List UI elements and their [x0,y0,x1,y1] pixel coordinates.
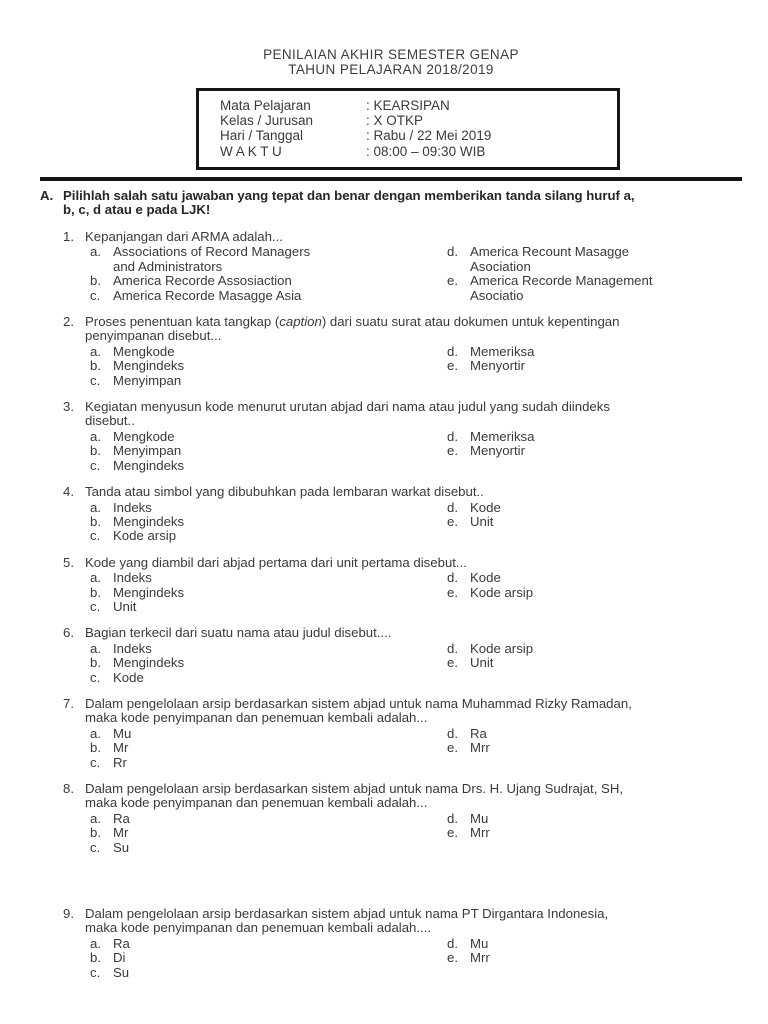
option-text-line: Kode arsip [113,528,177,544]
option-letter: a. [90,725,101,741]
option-letter: e. [447,584,458,600]
option-item [85,812,447,826]
option-text-line: Mengindeks [113,584,185,600]
option-text-line: Indeks [113,640,152,656]
question-item [40,626,742,685]
question-number: 3. [63,399,74,415]
question-text-line: Bagian terkecil dari suatu nama atau judul disebut.... [85,625,392,641]
option-text [470,951,742,965]
option-text [470,642,742,656]
info-value-date: : Rabu / 22 Mei 2019 [366,128,492,144]
question-text [85,315,742,344]
option-item [85,841,447,855]
question-number: 1. [63,229,74,244]
question-body [85,400,742,473]
option-letter: c. [90,598,101,614]
option-text-line: Rr [113,754,127,770]
option-item [447,741,742,755]
option-item [85,671,447,685]
option-letter: e. [447,358,458,374]
question-text-line: penyimpanan disebut... [85,328,222,344]
options-column [447,571,742,614]
option-text-line: Kode arsip [470,584,534,600]
option-text [113,756,447,770]
option-letter: c. [90,964,101,980]
option-text-line: Menyimpan [113,443,182,459]
option-text [470,826,742,840]
option-item [447,937,742,951]
info-row-class [220,113,607,128]
option-letter: e. [447,273,458,289]
question-number: 2. [63,314,74,330]
question-text-line: Kode yang diambil dari abjad pertama dari unit pertama disebut... [85,554,467,570]
options-column [447,812,742,855]
option-item [447,656,742,670]
options-column [447,642,742,685]
options-column [447,727,742,770]
option-text [113,444,447,458]
option-text-line: Mr [113,740,129,756]
option-text-line: Di [113,950,126,966]
option-text-line: Su [113,839,130,855]
options-column [85,245,447,303]
option-letter: e. [447,740,458,756]
option-text [113,586,447,600]
option-letter: d. [447,499,458,515]
option-text [113,812,447,826]
option-text-line: Mrr [470,825,490,841]
option-text [470,586,742,600]
question-options [85,812,742,855]
option-text-line: Mengkode [113,343,175,359]
option-text-line: Kode arsip [470,640,534,656]
question-text [85,485,742,499]
question-options [85,345,742,388]
question-text [85,556,742,570]
option-text-line: Kode [113,669,144,685]
option-text-line: Mengkode [113,428,175,444]
option-text-line: Mengindeks [113,655,185,671]
question-number: 4. [63,484,74,500]
option-text-line: America Recount Masagge [470,244,630,260]
option-letter: c. [90,839,101,855]
option-item [85,741,447,755]
option-text-line: Mu [470,810,489,826]
option-text-line: Kode [470,570,501,586]
option-item [447,571,742,585]
question-text-line: Tanda atau simbol yang dibubuhkan pada lembaran warkat disebut.. [85,484,484,500]
option-text-line: Su [113,964,130,980]
option-item [85,289,447,303]
option-text [113,642,447,656]
option-item [447,812,742,826]
option-letter: b. [90,273,101,289]
question-item [40,697,742,770]
question-text [85,230,742,244]
option-text [470,444,742,458]
option-text-line: Indeks [113,499,152,515]
question-text [85,697,742,726]
option-text-line: Mr [113,825,129,841]
option-text [113,826,447,840]
question-body [85,485,742,544]
options-column [85,345,447,388]
option-item [447,826,742,840]
option-item [85,951,447,965]
option-text [113,966,447,980]
option-text [470,656,742,670]
option-letter: e. [447,655,458,671]
option-item [85,826,447,840]
question-body [85,626,742,685]
option-text [113,289,447,303]
option-letter: a. [90,640,101,656]
question-number: 9. [63,906,74,922]
option-text-line: Mu [113,725,132,741]
options-column [85,571,447,614]
question-number: 6. [63,625,74,641]
question-options [85,501,742,544]
question-text-line: Kegiatan menyusun kode menurut urutan abjad dari nama atau judul yang sudah diindeks [85,399,610,415]
option-text [113,430,447,444]
info-label-time: W A K T U [220,143,282,159]
question-text-line: Kepanjangan dari ARMA adalah... [85,229,283,244]
question-options [85,571,742,614]
option-text-line: Mengindeks [113,358,185,374]
question-item [40,556,742,615]
question-options [85,245,742,303]
option-letter: a. [90,244,101,260]
separator-rule [40,177,742,181]
option-text [470,741,742,755]
option-letter: b. [90,443,101,459]
question-options [85,642,742,685]
option-item [85,586,447,600]
info-row-time [220,144,607,159]
info-label-date: Hari / Tanggal [220,128,304,144]
option-text [113,937,447,951]
option-text-line: Menyortir [470,358,525,374]
option-item [85,501,447,515]
option-letter: c. [90,287,101,303]
option-text [470,571,742,585]
options-column [447,501,742,544]
option-letter: d. [447,935,458,951]
section-a-text-line1: Pilihlah salah satu jawaban yang tepat dan benar dengan memberikan tanda silang huruf a, [63,187,635,203]
exam-title-line1: PENILAIAN AKHIR SEMESTER GENAP [263,47,519,62]
options-column [85,727,447,770]
option-text-line: Asociatio [470,287,524,303]
option-text-line: Kode [470,499,501,515]
option-letter: c. [90,372,101,388]
option-text [470,727,742,741]
option-letter: b. [90,513,101,529]
option-text [470,812,742,826]
option-text-line: and Administrators [113,258,223,274]
question-body [85,782,742,855]
option-letter: c. [90,528,101,544]
option-letter: c. [90,457,101,473]
option-item [447,727,742,741]
info-value-class: : X OTKP [366,113,424,129]
italic-word: caption [279,314,322,330]
option-text-line: America Recorde Assosiaction [113,273,292,289]
option-text [113,671,447,685]
section-a-text-line2: b, c, d atau e pada LJK! [63,202,211,218]
option-letter: a. [90,428,101,444]
option-item [447,430,742,444]
option-text [113,727,447,741]
option-item [85,642,447,656]
option-text [470,515,742,529]
question-text [85,782,742,811]
section-a-text [63,189,635,218]
question-body [85,315,742,388]
option-text-line: Memeriksa [470,428,535,444]
option-item [447,345,742,359]
info-value-time: : 08:00 – 09:30 WIB [366,143,486,159]
option-text-line: Asociation [470,258,531,274]
info-label-subject: Mata Pelajaran [220,98,311,113]
option-text [470,345,742,359]
section-a-instruction [40,189,742,218]
option-letter: e. [447,513,458,529]
option-text-line: America Recorde Masagge Asia [113,287,302,303]
question-options [85,430,742,473]
question-body [85,556,742,615]
option-letter: e. [447,825,458,841]
question-text-line: maka kode penyimpanan dan penemuan kembali adalah.... [85,920,432,936]
options-column [85,642,447,685]
option-item [85,756,447,770]
question-text [85,626,742,640]
option-letter: d. [447,570,458,586]
question-text-line: maka kode penyimpanan dan penemuan kembali adalah... [85,710,428,726]
option-item [447,444,742,458]
option-item [85,937,447,951]
option-text-line: Memeriksa [470,343,535,359]
option-text [113,459,447,473]
option-item [85,571,447,585]
option-letter: b. [90,358,101,374]
question-number: 5. [63,554,74,570]
question-options [85,937,742,980]
option-text [113,501,447,515]
option-item [447,359,742,373]
option-item [85,274,447,288]
question-text [85,400,742,429]
option-item [85,966,447,980]
question-text [85,907,742,936]
option-item [85,727,447,741]
option-item [85,515,447,529]
option-letter: a. [90,935,101,951]
option-text-line: Mrr [470,740,490,756]
option-letter: b. [90,740,101,756]
options-column [447,345,742,388]
option-text-line: America Recorde Management [470,273,653,289]
question-item [40,230,742,303]
option-text-line: Menyortir [470,443,525,459]
option-item [447,951,742,965]
option-text-line: Mu [470,935,489,951]
option-item [85,245,447,274]
option-item [85,359,447,373]
option-letter: b. [90,655,101,671]
option-letter: d. [447,428,458,444]
option-item [85,374,447,388]
info-label-class: Kelas / Jurusan [220,113,314,129]
option-text [113,951,447,965]
option-text [113,345,447,359]
option-text [470,430,742,444]
info-row-subject [220,98,607,113]
option-text-line: Ra [470,725,487,741]
option-item [447,245,742,274]
option-letter: e. [447,443,458,459]
option-text [470,274,742,303]
question-body [85,230,742,303]
option-text-line: Mengindeks [113,457,185,473]
option-letter: d. [447,810,458,826]
option-text-line: Unit [113,598,137,614]
option-text [113,515,447,529]
exam-info-box [196,88,620,170]
section-a-letter: A. [40,187,54,203]
question-item [40,782,742,855]
option-item [85,529,447,543]
option-item [447,642,742,656]
option-text-line: Unit [470,655,494,671]
option-text [113,374,447,388]
question-text-line: Dalam pengelolaan arsip berdasarkan sistem abjad untuk nama Drs. H. Ujang Sudrajat, SH, [85,781,624,796]
option-text-line: Mengindeks [113,513,185,529]
option-text [470,359,742,373]
option-text-line: Unit [470,513,494,529]
option-letter: d. [447,640,458,656]
options-column [447,245,742,303]
option-item [85,444,447,458]
options-column [85,430,447,473]
option-text [470,245,742,274]
option-item [447,501,742,515]
option-item [85,345,447,359]
options-column [85,937,447,980]
question-body [85,697,742,770]
option-text-line: Mrr [470,950,490,966]
option-text [113,359,447,373]
options-column [85,812,447,855]
exam-title [40,47,742,77]
option-text [113,600,447,614]
option-item [85,430,447,444]
option-text-line: Indeks [113,570,152,586]
option-letter: a. [90,810,101,826]
option-letter: d. [447,244,458,260]
option-letter: e. [447,950,458,966]
option-letter: a. [90,499,101,515]
exam-title-line2: TAHUN PELAJARAN 2018/2019 [288,62,494,77]
options-column [447,937,742,980]
question-text-line: Dalam pengelolaan arsip berdasarkan sistem abjad untuk nama PT Dirgantara Indonesia, [85,906,609,922]
option-letter: c. [90,754,101,770]
question-text-line: Dalam pengelolaan arsip berdasarkan sistem abjad untuk nama Muhammad Rizky Ramadan, [85,695,632,711]
option-text [113,741,447,755]
option-letter: b. [90,584,101,600]
option-item [85,656,447,670]
option-item [447,586,742,600]
option-letter: a. [90,343,101,359]
option-letter: d. [447,725,458,741]
option-text [113,529,447,543]
info-value-subject: : KEARSIPAN [366,98,450,113]
question-text-line: disebut.. [85,413,135,429]
question-item [40,485,742,544]
question-text-line: maka kode penyimpanan dan penemuan kembali adalah... [85,795,428,811]
option-item [447,515,742,529]
option-item [447,274,742,303]
question-number: 8. [63,781,74,796]
question-item [40,907,742,980]
option-text [470,937,742,951]
option-letter: c. [90,669,101,685]
option-letter: a. [90,570,101,586]
question-body [85,907,742,980]
option-item [85,459,447,473]
option-letter: b. [90,950,101,966]
question-number: 7. [63,695,74,711]
question-item [40,315,742,388]
info-row-date [220,128,607,143]
question-item [40,400,742,473]
options-column [85,501,447,544]
questions-list [40,230,742,980]
option-text [113,841,447,855]
option-text-line: Menyimpan [113,372,182,388]
option-letter: d. [447,343,458,359]
option-text [113,245,447,274]
question-text-line: Proses penentuan kata tangkap (caption) dari suatu surat atau dokumen untuk kepentingan [85,314,620,330]
question-options [85,727,742,770]
option-item [85,600,447,614]
option-letter: b. [90,825,101,841]
option-text-line: Associations of Record Managers [113,244,311,260]
option-text-line: Ra [113,810,130,826]
option-text [113,571,447,585]
option-text [113,656,447,670]
option-text [470,501,742,515]
option-text-line: Ra [113,935,130,951]
options-column [447,430,742,473]
option-text [113,274,447,288]
